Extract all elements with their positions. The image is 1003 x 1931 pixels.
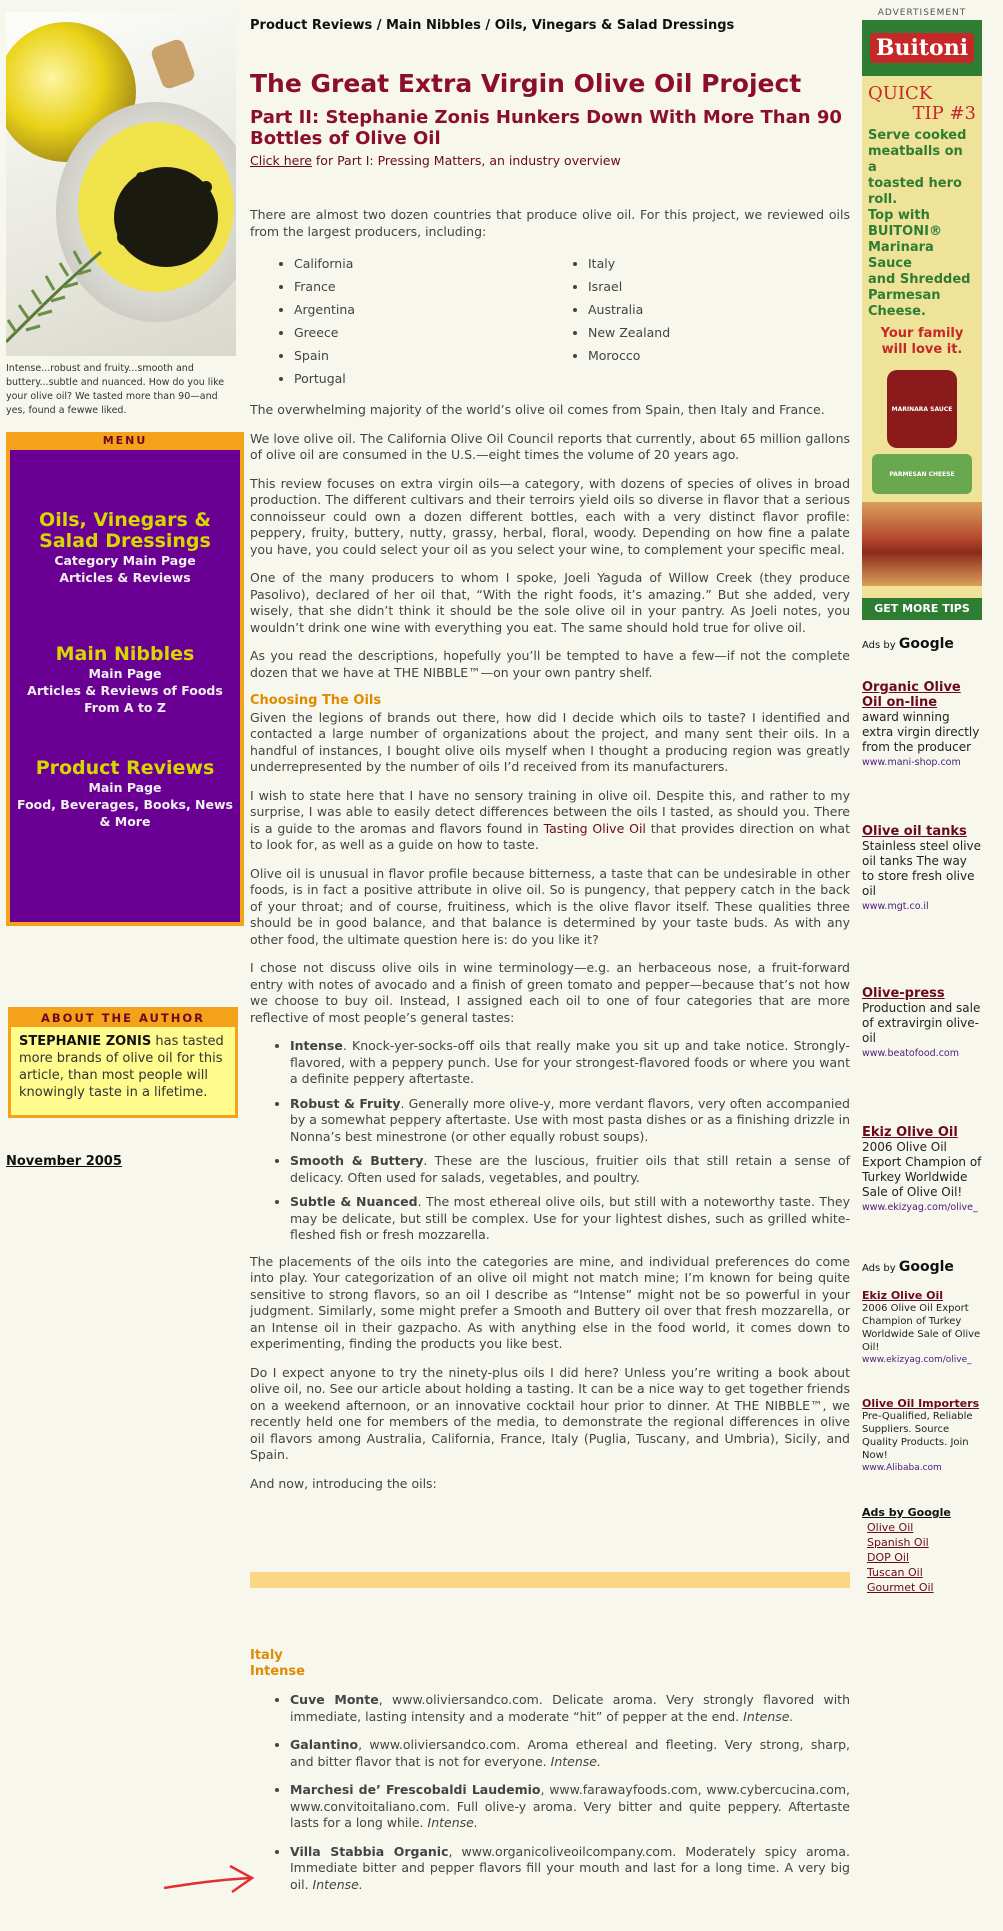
intro-paragraph: There are almost two dozen countries that produce olive oil. For this project, we reviewed oils from the largest producers, including: bbox=[250, 207, 850, 239]
oil-category: Intense. bbox=[312, 1876, 363, 1892]
tip-label: TIP #3 bbox=[912, 103, 976, 124]
buitoni-logo-bar bbox=[862, 20, 982, 76]
category-name: Intense bbox=[290, 1038, 343, 1053]
tip-line: Marinara Sauce bbox=[868, 240, 934, 271]
ad-link[interactable]: DOP Oil bbox=[867, 1551, 910, 1564]
ad-url[interactable]: www.ekizyag.com/olive_ bbox=[862, 1355, 972, 1365]
right-column bbox=[862, 8, 982, 1595]
menu-section-title[interactable]: Main Nibbles bbox=[55, 643, 195, 665]
google-ad[interactable] bbox=[862, 1125, 982, 1215]
tip-line: toasted hero roll. bbox=[868, 176, 962, 207]
buitoni-logo: Buitoni bbox=[870, 33, 974, 63]
list-item bbox=[290, 1692, 850, 1725]
countries-list bbox=[250, 252, 850, 390]
about-the-author-box bbox=[8, 1007, 238, 1118]
countries-right bbox=[544, 252, 838, 390]
menu-heading: MENU bbox=[10, 432, 240, 450]
ad-text: award winning extra virgin directly from the producer bbox=[862, 710, 980, 754]
ads-by-text: Ads by bbox=[862, 1263, 896, 1274]
menu-section-title[interactable]: Product Reviews bbox=[35, 757, 215, 779]
family-line: Your family bbox=[880, 326, 964, 341]
list-item: • Portugal bbox=[294, 367, 544, 390]
countries-left bbox=[250, 252, 544, 390]
menu-link[interactable]: Main Page bbox=[88, 666, 162, 681]
ad-link[interactable]: Gourmet Oil bbox=[867, 1581, 934, 1594]
photo-caption: Intense...robust and fruity...smooth and buttery...subtle and nuanced. How do you like your olive oil? We tasted more than 90—and yes, found a fewwe liked. bbox=[6, 363, 225, 416]
ad-title[interactable]: Olive oil tanks bbox=[862, 824, 967, 839]
tasting-olive-oil-link[interactable]: Tasting Olive Oil bbox=[543, 820, 646, 836]
ad-text: 2006 Olive Oil Export Champion of Turkey Worldwide Sale of Olive Oil! bbox=[862, 1140, 982, 1199]
ad-links bbox=[862, 1505, 982, 1595]
ad-url[interactable]: www.beatofood.com bbox=[862, 1048, 959, 1059]
ad-title[interactable]: Ekiz Olive Oil bbox=[862, 1125, 958, 1140]
menu-link[interactable]: Articles & Reviews of Foods From A to Z bbox=[27, 683, 223, 715]
issue-date[interactable]: November 2005 bbox=[6, 1154, 122, 1169]
google-ad[interactable] bbox=[862, 824, 982, 914]
part1-line bbox=[250, 153, 850, 170]
ad-link[interactable]: Spanish Oil bbox=[867, 1536, 929, 1549]
list-item: • Italy bbox=[588, 252, 838, 275]
list-item: • Israel bbox=[588, 275, 838, 298]
menu-section-oils bbox=[10, 510, 240, 586]
parmesan-tub-icon bbox=[872, 454, 972, 494]
cheese-label: PARMESAN CHEESE bbox=[889, 470, 955, 478]
category-name: Smooth & Buttery bbox=[290, 1153, 424, 1168]
family-text bbox=[862, 324, 982, 360]
ad-url[interactable]: www.mani-shop.com bbox=[862, 757, 961, 768]
ad-title[interactable]: Organic Olive Oil on-line bbox=[862, 680, 961, 710]
ad-title[interactable]: Olive-press bbox=[862, 986, 945, 1001]
paragraph: The placements of the oils into the categories are mine, and individual preferences do come into play. Your categorization of an olive oil might not match mine; I’m known for being quite sensitive to strong flavors, so an oil I describe as “Intense” might not be so powerful in your judgment. Similarly, some might prefer a Smooth and Buttery oil over that fresh mozzarella, or an Intense oil in their gazpacho. As with anything else in the food world, it comes down to experimenting, finding the products you like best. bbox=[250, 1253, 850, 1351]
categories-list bbox=[250, 1038, 850, 1244]
ad-url[interactable]: www.ekizyag.com/olive_ bbox=[862, 1202, 978, 1213]
oils-list bbox=[250, 1692, 850, 1893]
menu-link[interactable]: Food, Beverages, Books, News & More bbox=[17, 797, 233, 829]
list-item bbox=[290, 1194, 850, 1244]
category-text: . Knock-yer-socks-off oils that really make you sit up and take notice. Strongly-flavored, with a peppery punch. Use for your strongest-flavored foods or where you want a definite peppery aftertaste. bbox=[290, 1038, 850, 1086]
category-text: . The most ethereal olive oils, but still with a noteworthy taste. They may be delicate, but still be complex. Use for your lightest dishes, such as grilled white-fleshed fish or fresh mozzarella. bbox=[290, 1194, 850, 1242]
marinara-jar-icon bbox=[887, 370, 957, 448]
menu-link[interactable]: Articles & Reviews bbox=[59, 570, 191, 585]
page-title: The Great Extra Virgin Olive Oil Project bbox=[250, 68, 802, 98]
category-text: . These are the luscious, fruitier oils that still retain a sense of delicacy. Often used for salads, vegetables, and poultry. bbox=[290, 1153, 850, 1185]
paragraph-text: I wish to state here that I have no sensory training in olive oil. Despite this, and rather to my surprise, I was able to easily detect differences between the oils I tasted, as should you. There is a guide to the aromas and flavors found in bbox=[250, 787, 850, 836]
page-subtitle: Part II: Stephanie Zonis Hunkers Down With More Than 90 Bottles of Olive Oil bbox=[250, 106, 842, 149]
google-logo: Google bbox=[898, 636, 954, 652]
paragraph: As you read the descriptions, hopefully you’ll be tempted to have a few—if not the complete dozen that we have at THE NIBBLE™—on your own pantry shelf. bbox=[250, 648, 850, 680]
google-ad[interactable] bbox=[862, 986, 982, 1061]
family-line: will love it. bbox=[881, 342, 963, 357]
olive-oil-photo-illustration bbox=[6, 12, 236, 356]
google-ad[interactable] bbox=[862, 680, 982, 770]
ad-link[interactable]: Tuscan Oil bbox=[867, 1566, 923, 1579]
paragraph-text: that provides direction on what to look for, as well as a guide on how to taste. bbox=[250, 820, 850, 852]
list-item bbox=[290, 1153, 850, 1186]
jar-label: MARINARA SAUCE bbox=[891, 405, 953, 413]
tip-line: Top with BUITONI® bbox=[868, 208, 942, 239]
oil-category: Intense. bbox=[550, 1753, 601, 1769]
list-item bbox=[290, 1782, 850, 1832]
paragraph: Do I expect anyone to try the ninety-plus oils I did here? Unless you’re writing a book about olive oil, no. See our article about holding a tasting. It can be a nice way to get together friends on a weekend afternoon, or an innovative cocktail hour prior to dinner. At THE NIBBLE™, we recently held one for members of the media, to demonstrate the regional differences in olive oil flavors among Australia, California, France, Italy (Puglia, Tuscany, and Umbria), Sicily, and Spain. bbox=[250, 1364, 850, 1462]
ad-text: 2006 Olive Oil Export Champion of Turkey Worldwide Sale of Olive Oil! bbox=[862, 1303, 981, 1353]
google-ad[interactable] bbox=[862, 1289, 982, 1367]
paragraph: One of the many producers to whom I spoke, Joeli Yaguda of Willow Creek (they produce Pasolivo), declared of her oil that, “With the right foods, it’s amazing.” But she added, very wisely, that she didn’t think it should be the sole olive oil in your pantry. As Joeli notes, you wouldn’t drink one wine with everything you eat. The same should hold true for olive oil. bbox=[250, 570, 850, 635]
tip-line: meatballs on a bbox=[868, 144, 963, 175]
oil-text: , www.organicoliveoilcompany.com. Moderately spicy aroma. Immediate bitter and pepper flavors fill your mouth and last for a long time. A very big oil. bbox=[290, 1843, 850, 1892]
oil-category: Intense. bbox=[427, 1815, 478, 1830]
ads-by-text: Ads by bbox=[862, 640, 896, 651]
category-heading: Intense bbox=[250, 1664, 305, 1679]
ad-title[interactable]: Ekiz Olive Oil bbox=[862, 1289, 944, 1302]
google-ad[interactable] bbox=[862, 1397, 982, 1475]
ad-url[interactable]: www.Alibaba.com bbox=[862, 1463, 942, 1473]
quick-tip-heading bbox=[862, 76, 982, 124]
get-more-tips-button[interactable]: GET MORE TIPS bbox=[862, 598, 982, 620]
meatball-sub-icon bbox=[862, 502, 982, 586]
article bbox=[250, 18, 850, 1905]
paragraph: I chose not discuss olive oils in wine terminology—e.g. an herbaceous nose, a fruit-forward entry with notes of avocado and a finish of green tomato and pepper—because that’s not how we choose to buy oil. Instead, I assigned each oil to one of four categories that are more reflective of most people’s general tastes: bbox=[250, 960, 850, 1025]
google-logo: Google bbox=[898, 1259, 954, 1275]
list-item: • France bbox=[294, 275, 544, 298]
author-heading: ABOUT THE AUTHOR bbox=[11, 1010, 235, 1027]
tip-text bbox=[862, 124, 982, 324]
tip-line: Parmesan Cheese. bbox=[868, 288, 941, 319]
list-item: • Greece bbox=[294, 321, 544, 344]
list-item bbox=[290, 1038, 850, 1088]
paragraph bbox=[250, 788, 850, 854]
author-name: STEPHANIE ZONIS bbox=[19, 1034, 152, 1049]
category-name: Subtle & Nuanced bbox=[290, 1194, 418, 1209]
tip-line: Serve cooked bbox=[868, 128, 967, 143]
list-item: • Australia bbox=[588, 298, 838, 321]
menu-section-main-nibbles bbox=[10, 644, 240, 716]
paragraph: Olive oil is unusual in flavor profile because bitterness, a taste that can be undesirable in other foods, is in fact a positive attribute in olive oil. So is pungency, that peppery catch in the back of your throat; and of course, fruitiness, which is the olive flavor itself. These qualities three should be in good balance, and that balance is determined by your taste buds. As with any other food, the ultimate question here is: do you like it? bbox=[250, 865, 850, 947]
menu-link[interactable]: Main Page bbox=[88, 780, 162, 795]
menu-link[interactable]: Category Main Page bbox=[54, 553, 196, 568]
red-arrow-annotation-icon bbox=[160, 1862, 260, 1902]
advertisement-label: ADVERTISEMENT bbox=[877, 8, 967, 18]
part1-link[interactable]: Click here bbox=[250, 152, 312, 168]
ads-by-google-label bbox=[862, 1259, 982, 1275]
ad-links-heading[interactable]: Ads by Google bbox=[862, 1506, 951, 1519]
oil-text: , www.farawayfoods.com, www.cybercucina.com, www.convitoitaliano.com. Full olive-y aroma. Very bitter and quite peppery. Aftertaste lasts for a long while. bbox=[290, 1782, 850, 1830]
breadcrumb[interactable]: Product Reviews / Main Nibbles / Oils, Vinegars & Salad Dressings bbox=[250, 18, 735, 33]
ad-text: Pre-Qualified, Reliable Suppliers. Source Quality Products. Join Now! bbox=[862, 1411, 973, 1461]
paragraph: And now, introducing the oils: bbox=[250, 1475, 437, 1491]
paragraph: The overwhelming majority of the world’s olive oil comes from Spain, then Italy and France. bbox=[250, 402, 825, 417]
list-item: • Spain bbox=[294, 344, 544, 367]
list-item: • Morocco bbox=[588, 344, 838, 367]
region-heading: Italy bbox=[250, 1648, 283, 1663]
ad-text: Production and sale of extravirgin olive-oil bbox=[862, 1001, 981, 1045]
olive-oil-hero-photo bbox=[6, 12, 236, 356]
section-heading-choosing: Choosing The Oils bbox=[250, 693, 382, 708]
oil-text: , www.oliviersandco.com. Delicate aroma. Very strongly flavored with immediate, lasting intensity and a moderate “hit” of pepper at the end. bbox=[290, 1692, 851, 1724]
oil-name: Cuve Monte bbox=[290, 1692, 379, 1707]
paragraph: We love olive oil. The California Olive Oil Council reports that currently, about 65 million gallons of olive oil are consumed in the U.S.—eight times the volume of 20 years ago. bbox=[250, 430, 850, 462]
list-item bbox=[290, 1844, 850, 1894]
site-menu bbox=[6, 432, 244, 926]
list-item bbox=[290, 1737, 850, 1770]
category-name: Robust & Fruity bbox=[290, 1095, 401, 1111]
list-item: • Argentina bbox=[294, 298, 544, 321]
category-text: . Generally more olive-y, more verdant flavors, very often accompanied by a somewhat peppery aftertaste. Use with most pasta dishes or as a finishing drizzle in Nonna’s best minestrone (or other equally robust soups). bbox=[290, 1095, 850, 1144]
tip-line: and Shredded bbox=[868, 272, 971, 287]
paragraph: Given the legions of brands out there, how did I decide which oils to taste? I identified and contacted a large number of organizations about the project, and many sent their oils. In a handful of instances, I bought olive oils myself when I thought a producing region was greatly underrepresented by the number of oils I’d received from its manufacturers. bbox=[250, 709, 850, 774]
author-text: has tasted more brands of olive oil for this article, than most people will knowingly taste in a lifetime. bbox=[19, 1034, 224, 1100]
left-column bbox=[6, 12, 236, 926]
ad-link[interactable]: Olive Oil bbox=[867, 1521, 914, 1534]
ads-by-google-label bbox=[862, 636, 982, 652]
oil-name: Marchesi de’ Frescobaldi Laudemio bbox=[290, 1782, 541, 1797]
author-bio bbox=[11, 1027, 235, 1115]
menu-section-product-reviews bbox=[10, 758, 240, 830]
list-item: • New Zealand bbox=[588, 321, 838, 344]
oil-text: , www.oliviersandco.com. Aroma ethereal and fleeting. Very strong, sharp, and bitter flavor that is not for everyone. bbox=[290, 1737, 850, 1769]
oil-name: Villa Stabbia Organic bbox=[290, 1843, 449, 1859]
buitoni-banner-ad[interactable] bbox=[862, 20, 982, 620]
oil-category: Intense. bbox=[743, 1708, 794, 1724]
list-item: • California bbox=[294, 252, 544, 275]
quick-label: QUICK bbox=[868, 83, 933, 104]
ad-url[interactable]: www.mgt.co.il bbox=[862, 901, 929, 912]
oil-name: Galantino bbox=[290, 1737, 359, 1752]
section-divider-band bbox=[250, 1572, 850, 1588]
paragraph: This review focuses on extra virgin oils—a category, with dozens of species of olives in broad production. The different cultivars and their terroirs yield oils so diverse in flavor that a serious connoisseur could own a dozen different bottles, each with a very distinct flavor profile: peppery, fruity, buttery, nutty, grassy, herbal, floral, woody. Depending on how fine a palate you have, you could select your oil as you select your wine, to complement your specific meal. bbox=[250, 475, 850, 557]
menu-section-title[interactable]: Oils, Vinegars & Salad Dressings bbox=[39, 509, 211, 552]
ad-title[interactable]: Olive Oil Importers bbox=[862, 1397, 980, 1410]
ad-text: Stainless steel olive oil tanks The way to store fresh olive oil bbox=[862, 839, 982, 898]
part1-text: for Part I: Pressing Matters, an industry overview bbox=[311, 152, 621, 168]
list-item bbox=[290, 1096, 850, 1146]
